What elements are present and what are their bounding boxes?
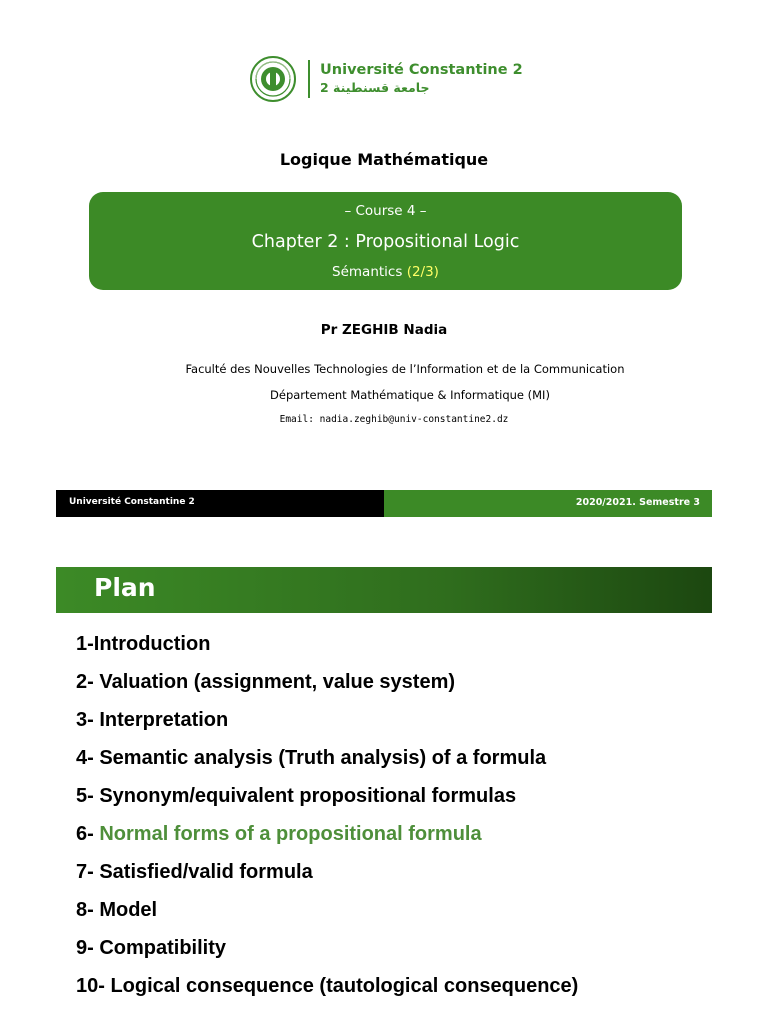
plan-item: 7- Satisfied/valid formula <box>76 861 313 883</box>
plan-item: 1-Introduction <box>76 633 211 655</box>
plan-item: 9- Compatibility <box>76 937 227 959</box>
section-part-number: (2/3) <box>406 264 439 280</box>
plan-item: 5- Synonym/equivalent propositional formulas <box>76 785 517 807</box>
department-name: Département Mathématique & Informatique (MI) <box>270 388 550 402</box>
faculty-name: Faculté des Nouvelles Technologies de l’Information et de la Communication <box>185 362 625 376</box>
plan-item: 4- Semantic analysis (Truth analysis) of a formula <box>76 747 547 769</box>
author-name: Pr ZEGHIB Nadia <box>320 322 448 338</box>
plan-item: 3- Interpretation <box>76 709 229 731</box>
course-number: – Course 4 – <box>344 203 427 219</box>
footer-right-panel <box>384 490 712 517</box>
author-email: Email: nadia.zeghib@univ-constantine2.dz <box>279 414 509 425</box>
chapter-title: Chapter 2 : Propositional Logic <box>251 232 520 252</box>
plan-item: 2- Valuation (assignment, value system) <box>76 671 456 693</box>
course-banner <box>89 192 682 290</box>
plan-item-number: 6- <box>76 823 100 845</box>
plan-title: Plan <box>94 573 156 602</box>
slide-footer <box>56 490 712 517</box>
plan-header <box>56 567 712 613</box>
plan-item-current <box>76 818 578 856</box>
footer-semester: 2020/2021. Semestre 3 <box>575 497 700 508</box>
footer-left-panel <box>56 490 384 517</box>
university-name: Université Constantine 2 <box>320 62 523 78</box>
plan-item: 8- Model <box>76 899 158 921</box>
document-title: Logique Mathématique <box>279 150 489 169</box>
logo-divider <box>308 60 310 98</box>
plan-item: 10- Logical consequence (tautological consequence) <box>76 975 579 997</box>
university-logo <box>250 54 550 104</box>
university-name-arabic: جامعة قسنطينة 2 <box>320 80 430 95</box>
footer-university: Université Constantine 2 <box>69 497 195 507</box>
section-subtitle <box>89 264 682 280</box>
plan-list <box>76 628 578 1008</box>
university-seal-icon <box>250 56 296 102</box>
plan-item-highlight-text: Normal forms of a propositional formula <box>99 823 482 845</box>
section-name: Sémantics <box>332 264 407 280</box>
